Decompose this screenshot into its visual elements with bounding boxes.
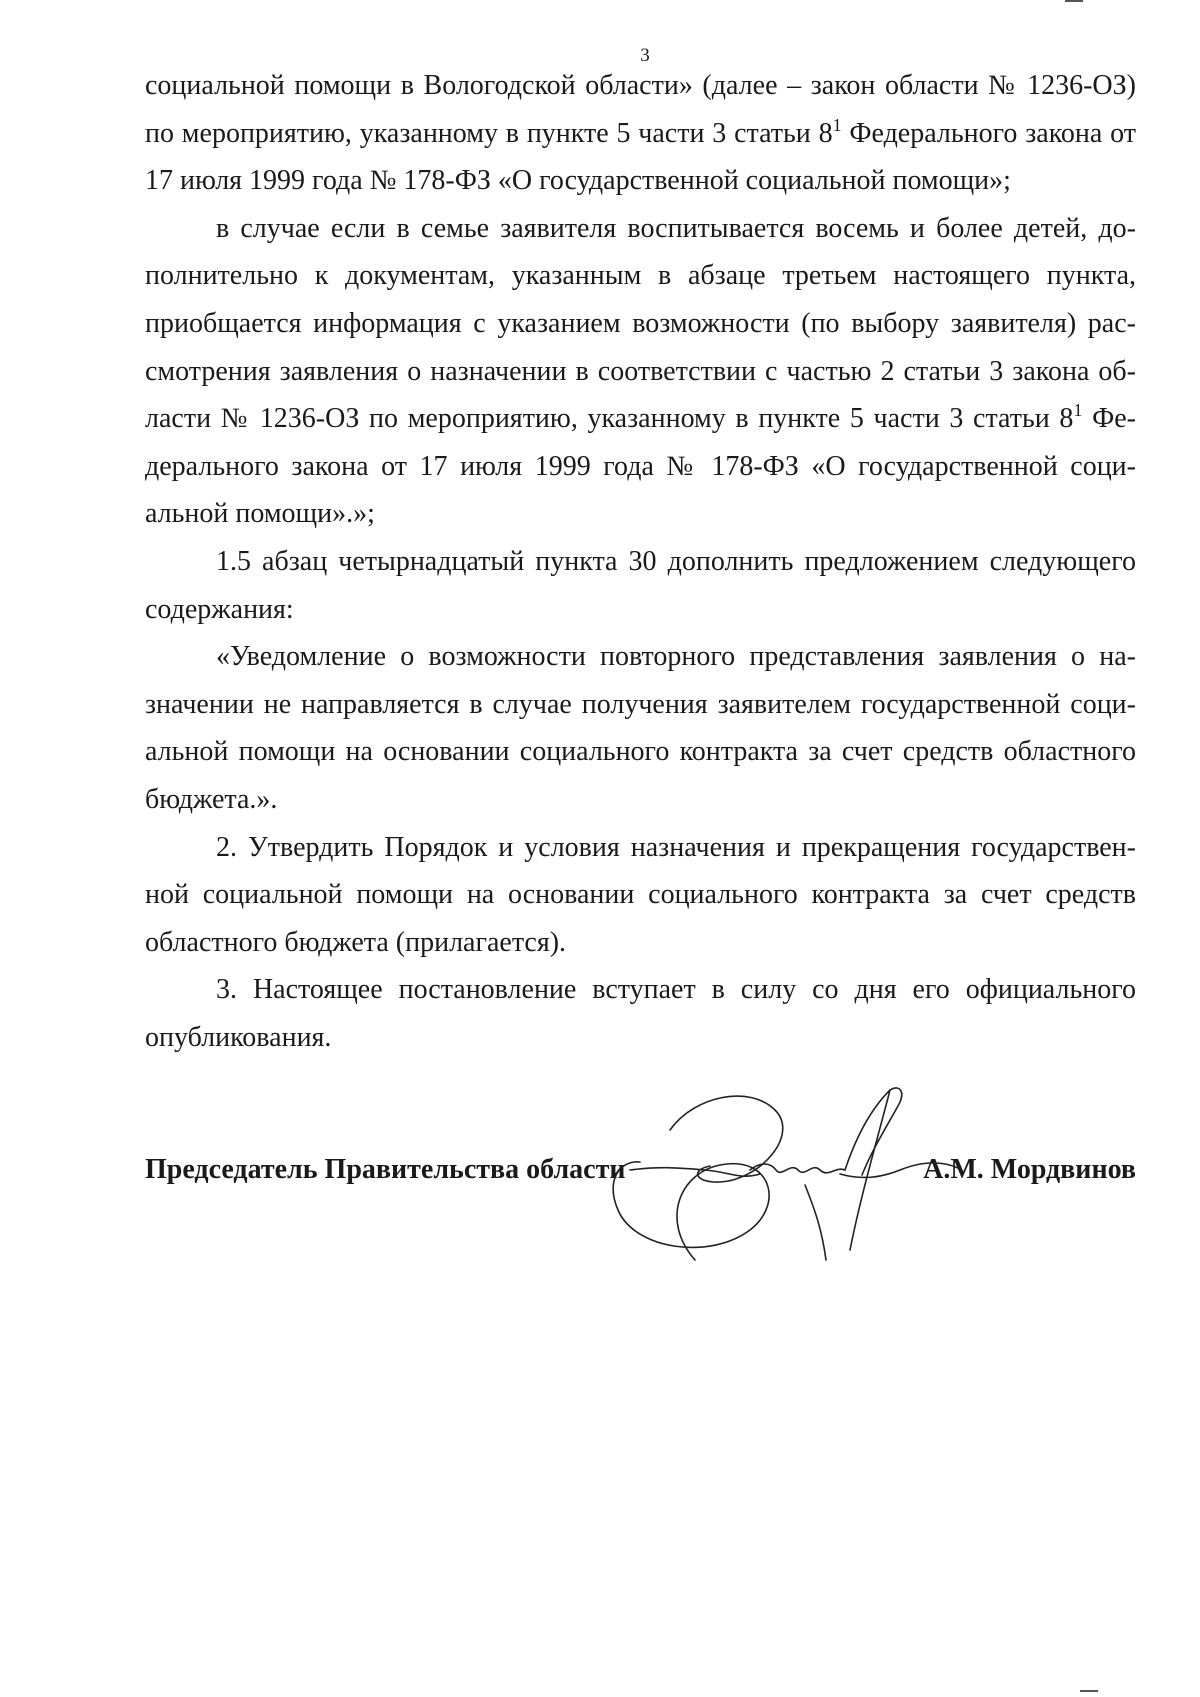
page-number: 3 <box>640 45 650 66</box>
corner-mark <box>1065 0 1083 2</box>
superscript: 1 <box>832 114 842 135</box>
signatory-title: Председатель Правительства области <box>145 1154 626 1185</box>
corner-mark <box>1080 1690 1098 1692</box>
superscript: 1 <box>1073 400 1083 421</box>
paragraph <box>145 538 1136 633</box>
paragraph-text: 3. Настоящее постановление вступает в силу со дня его официального опубликования. <box>145 974 1136 1053</box>
paragraph <box>145 205 1136 538</box>
paragraph <box>145 824 1136 967</box>
paragraph-text: в случае если в семье заявителя воспитывается восемь и более детей, дополнительно к документам, указанным в абзаце третьем настоящего пункта, приобщается информация с указанием возможности (по выбору заявителя) рассмотрения заявления о назначении в соответствии с частью 2 статьи 3 закона области № 1236-ОЗ по мероприятию, указанному в пункте 5 части 3 статьи 8 <box>145 212 1136 435</box>
paragraph-text: Федерального закона от 17 июля 1999 года № 178-ФЗ «О государственной социальной помощи»; <box>145 117 1136 197</box>
handwritten-signature <box>600 1070 960 1280</box>
paragraph-text: социальной помощи в Вологодской области» (далее – закон области № 1236-ОЗ) по мероприятию, указанному в пункте 5 части 3 статьи 8 <box>145 70 1136 149</box>
paragraph <box>145 966 1136 1061</box>
paragraph-text: «Уведомление о возможности повторного представления заявления о назначении не направляется в случае получения заявителем государственной социальной помощи на основании социального контракта за счет средств областного бюджета.». <box>145 641 1136 815</box>
paragraph-text: 2. Утвердить Порядок и условия назначения и прекращения государственной социальной помощи на основании социального контракта за счет средств областного бюджета (прилагается). <box>145 831 1136 958</box>
paragraph <box>145 633 1136 823</box>
paragraph-text: 1.5 абзац четырнадцатый пункта 30 дополнить предложением следующего содержания: <box>145 545 1136 625</box>
signatory-name: А.М. Мордвинов <box>923 1154 1136 1185</box>
paragraph <box>145 62 1136 205</box>
document-body <box>145 62 1136 1061</box>
paragraph-text: Федерального закона от 17 июля 1999 года № 178-ФЗ «О государственной социальной помощи».»; <box>145 403 1136 530</box>
